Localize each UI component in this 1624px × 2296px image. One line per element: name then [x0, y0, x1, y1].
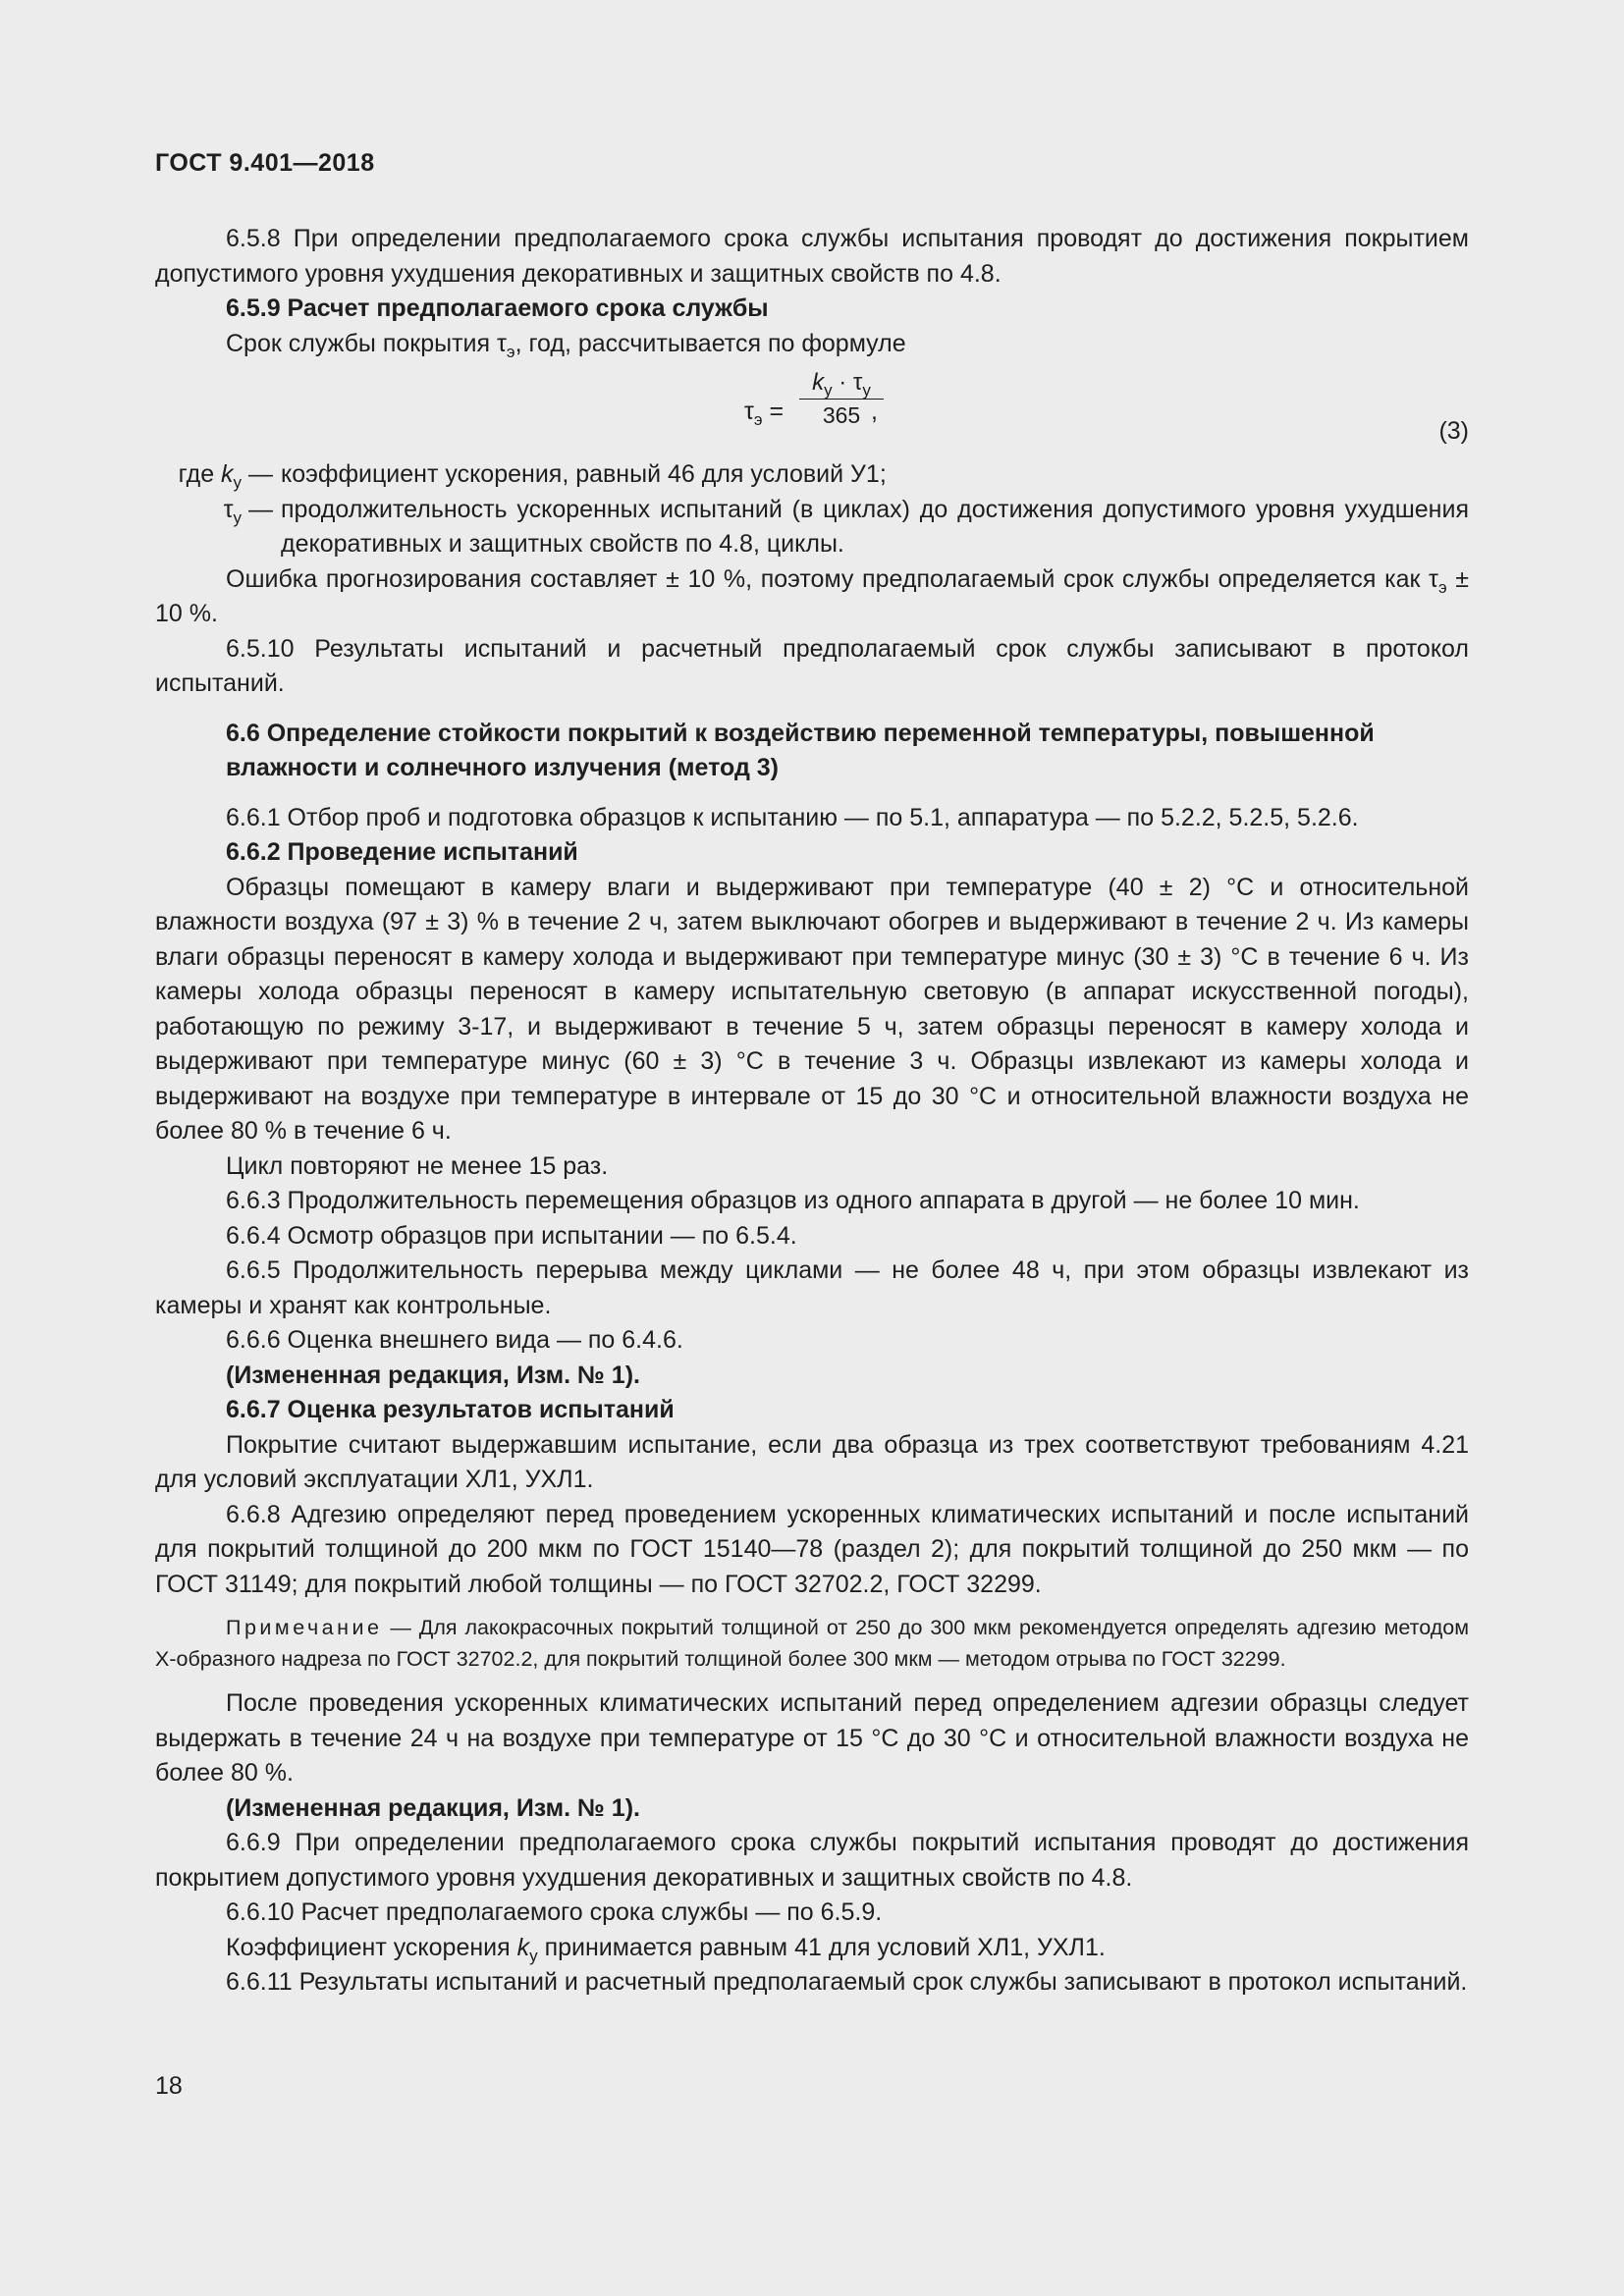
paragraph-6-6-2: Образцы помещают в камеру влаги и выдерживают при температуре (40 ± 2) °С и относительной влажности воздуха (97 ± 3) % в течение 2 ч, затем выключают обогрев и выдерживают в течение 2 ч. Из камеры влаги образцы переносят в камеру холода и выдерживают при температуре минус (30 ± 3) °С в течение 6 ч. Из камеры холода образцы переносят в камеру испытательную световую (в аппарат искусственной погоды), работающую по режиму 3-17, и выдерживают в течение 5 ч, затем образцы переносят в камеру холода и выдерживают при температуре минус (60 ± 3) °С в течение 3 ч. Образцы извлекают из камеры холода и выдерживают на воздухе при температуре в интервале от 15 до 30 °С и относительной влажности воздуха не более 80 % в течение 6 ч.: [155, 873, 1469, 1145]
formula-numerator: $k_у \cdot \tau_у$: [799, 367, 884, 400]
formula-lhs: $\tau_э$ =: [744, 398, 785, 429]
legend-symbol-k: где $k_у$ —: [178, 460, 273, 492]
note-text: — Для лакокрасочных покрытий толщиной от 250 до 300 мкм рекомендуется определять адгезию методом Х-образного надреза по ГОСТ 32702.2, для покрытий толщиной более 300 мкм — методом отрыва по ГОСТ 32299.: [155, 1616, 1469, 1671]
heading-6-5-9: 6.5.9 Расчет предполагаемого срока службы: [226, 294, 769, 322]
paragraph-6-6-1: 6.6.1 Отбор проб и подготовка образцов к испытанию — по 5.1, аппаратура — по 5.2.2, 5.2.5, 5.2.6.: [226, 803, 1359, 831]
formula-legend: [155, 457, 1469, 562]
paragraph-6-6-11: 6.6.11 Результаты испытаний и расчетный предполагаемый срок службы записывают в протокол испытаний.: [226, 1968, 1468, 1996]
document-body: [155, 222, 1469, 2001]
paragraph-6-5-10: 6.5.10 Результаты испытаний и расчетный предполагаемый срок службы записывают в протокол испытаний.: [155, 634, 1469, 697]
formula-number: (3): [1438, 417, 1469, 445]
paragraph-6-6-10: 6.6.10 Расчет предполагаемого срока службы — по 6.5.9.: [226, 1898, 883, 1926]
paragraph-error: Ошибка прогнозирования составляет ± 10 %, поэтому предполагаемый срок службы определяется как $\tau_э \pm 10$ %.: [155, 564, 1469, 627]
page-number: 18: [155, 2072, 183, 2100]
paragraph-coefficient: Коэффициент ускорения $k_у$ принимается равным 41 для условий ХЛ1, УХЛ1.: [226, 1933, 1106, 1965]
note-label: Примечание: [226, 1616, 383, 1639]
paragraph-6-6-9: 6.6.9 При определении предполагаемого срока службы покрытий испытания проводят до достижения покрытием допустимого уровня ухудшения декоративных и защитных свойств по 4.8.: [155, 1829, 1469, 1892]
paragraph-6-6-3: 6.6.3 Продолжительность перемещения образцов из одного аппарата в другой — не более 10 мин.: [226, 1187, 1360, 1214]
paragraph-6-6-6: 6.6.6 Оценка внешнего вида — по 6.4.6.: [226, 1326, 683, 1354]
paragraph-6-6-8: 6.6.8 Адгезию определяют перед проведением ускоренных климатических испытаний и после испытаний для покрытий толщиной до 200 мкм по ГОСТ 15140—78 (раздел 2); для покрытий толщиной до 250 мкм — по ГОСТ 31149; для покрытий любой толщины — по ГОСТ 32702.2, ГОСТ 32299.: [155, 1500, 1469, 1598]
heading-6-6-7: 6.6.7 Оценка результатов испытаний: [226, 1396, 675, 1423]
paragraph-6-6-5: 6.6.5 Продолжительность перерыва между циклами — не более 48 ч, при этом образцы извлекают из камеры и хранят как контрольные.: [155, 1256, 1469, 1319]
paragraph-6-6-7: Покрытие считают выдержавшим испытание, если два образца из трех соответствуют требованиям 4.21 для условий эксплуатации ХЛ1, УХЛ1.: [155, 1430, 1469, 1493]
document-header: ГОСТ 9.401—2018: [155, 149, 375, 177]
heading-6-6: 6.6 Определение стойкости покрытий к воздействию переменной температуры, повышенной влажности и солнечного излучения (метод 3): [226, 719, 1375, 781]
paragraph-6-6-4: 6.6.4 Осмотр образцов при испытании — по 6.5.4.: [226, 1221, 797, 1250]
note: [155, 1612, 1469, 1675]
paragraph-6-5-8: 6.5.8 При определении предполагаемого срока службы испытания проводят до достижения покрытием допустимого уровня ухудшения декоративных и защитных свойств по 4.8.: [155, 225, 1469, 288]
amendment-note-2: (Измененная редакция, Изм. № 1).: [226, 1793, 640, 1822]
amendment-note-1: (Измененная редакция, Изм. № 1).: [226, 1361, 640, 1389]
paragraph-6-5-9-intro: Срок службы покрытия $\tau_э$, год, рассчитывается по формуле: [226, 329, 906, 361]
formula-comma: ,: [871, 398, 878, 425]
legend-desc-tau: продолжительность ускоренных испытаний (в циклах) до достижения допустимого уровня ухудшения декоративных и защитных свойств по 4.8, циклы.: [281, 495, 1469, 558]
heading-6-6-2: 6.6.2 Проведение испытаний: [226, 838, 578, 866]
paragraph-cycle: Цикл повторяют не менее 15 раз.: [226, 1151, 609, 1180]
formula-3: [155, 365, 1469, 455]
paragraph-after-tests: После проведения ускоренных климатических испытаний перед определением адгезии образцы следует выдержать в течение 24 ч на воздухе при температуре от 15 °С до 30 °С и относительной влажности воздуха не более 80 %.: [155, 1689, 1469, 1787]
legend-desc-k: коэффициент ускорения, равный 46 для условий У1;: [281, 460, 887, 488]
legend-symbol-tau: $\tau_у$ —: [223, 495, 273, 527]
formula-denominator: 365: [822, 402, 861, 428]
